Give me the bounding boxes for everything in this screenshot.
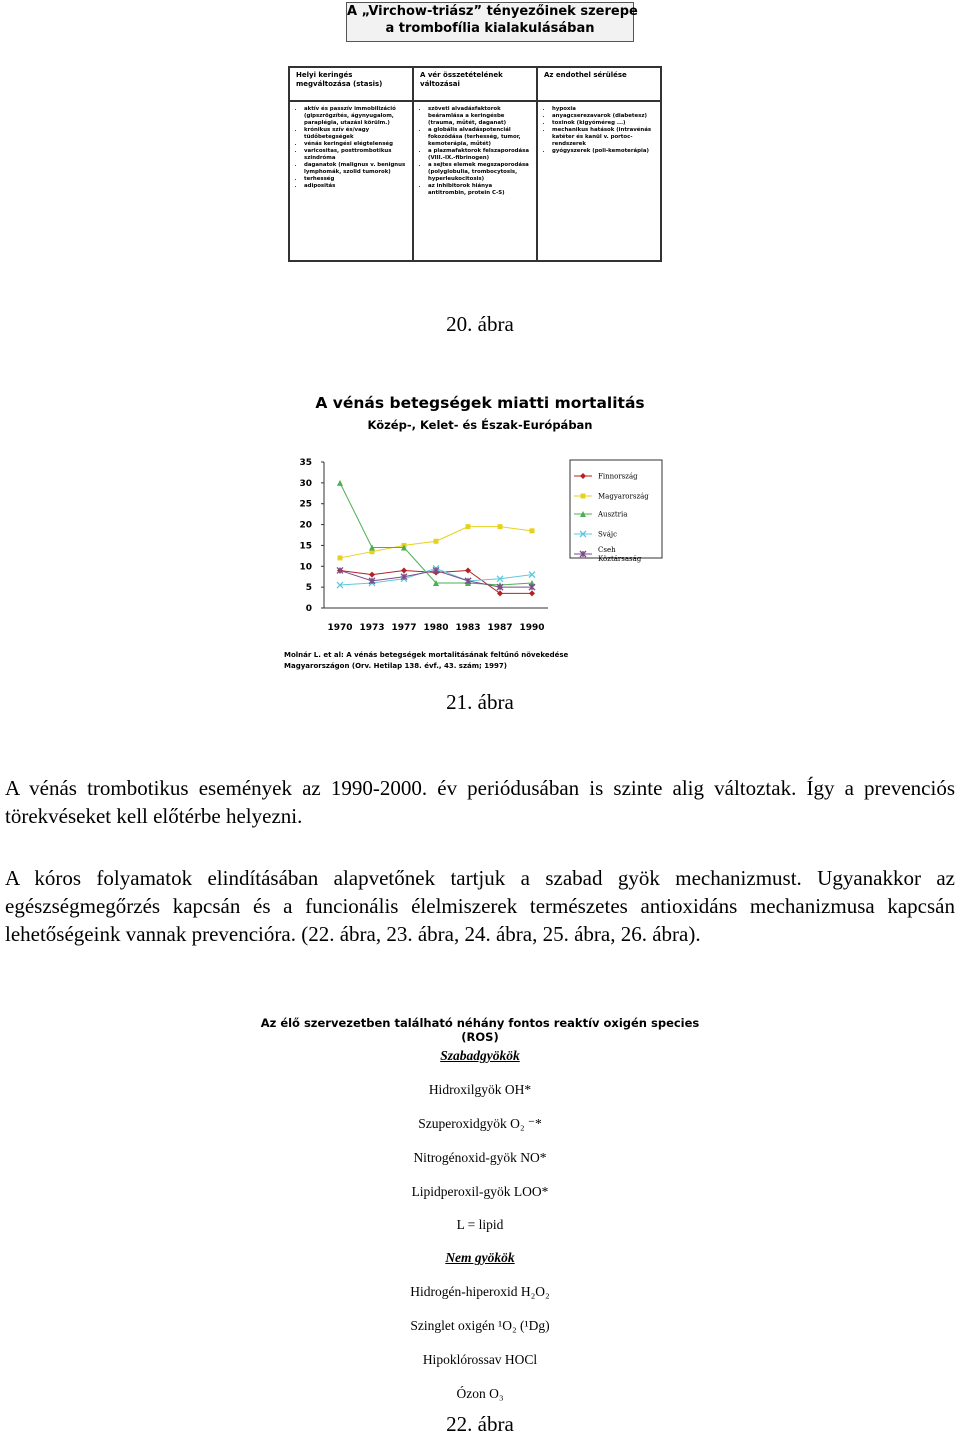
list-item: • vénás keringési elégtelenség — [304, 141, 408, 148]
ros-item: Szinglet oxigén ¹O₂ (¹Dg) — [410, 1318, 550, 1333]
figure-21-caption: 21. ábra — [446, 690, 514, 714]
y-tick-label: 5 — [305, 583, 312, 594]
legend-label: Magyarország — [598, 492, 649, 501]
list-item: • a plazmafaktorok felszaporodása (VIII.-IX.-fibrinogen) — [428, 148, 532, 162]
mortality-chart — [280, 452, 680, 642]
data-point — [401, 567, 407, 573]
y-tick-label: 0 — [305, 604, 312, 614]
ros-item: Hidrogén-hiperoxid H₂O₂ — [410, 1284, 550, 1299]
list-item: • daganatok (malignus v. benignus lymphomák, szolid tumorok) — [304, 162, 408, 176]
column-blood — [414, 102, 538, 260]
list-item: • szöveti alvadásfaktorok beáramlása a keringésbe (trauma, műtét, daganat) — [428, 106, 532, 127]
legend-label: Cseh — [598, 546, 616, 554]
column-header: Az endothel sérülése — [544, 71, 627, 79]
legend-label: Svájc — [598, 530, 618, 539]
data-point — [434, 539, 439, 544]
paragraph-2: A kóros folyamatok elindításában alapvetőnek tartjuk a szabad gyök mechanizmust. Ugyanakkor az egészségmegőrzés kapcsán és a funcionális élelmiszerek természetes antioxidáns mechanizmusa kapcsán lehetőségeink vannak prevencióra. (22. ábra, 23. ábra, 24. ábra, 25. ábra, 26. ábra). — [5, 866, 955, 946]
section-non-radicals: Nem gyökök — [445, 1250, 515, 1265]
list-item: • krónikus szív és/vagy tüdőbetegségek — [304, 127, 408, 141]
y-tick-label: 30 — [299, 478, 312, 489]
y-tick-label: 20 — [299, 520, 312, 531]
ros-item: Ózon O₃ — [456, 1386, 504, 1401]
legend-marker — [580, 473, 586, 479]
x-tick-label: 1973 — [359, 623, 385, 633]
legend-label: Köztársaság — [598, 555, 642, 563]
legend-label: Ausztria — [598, 510, 628, 519]
data-point — [369, 572, 375, 578]
data-point — [498, 524, 503, 529]
figure-22-caption: 22. ábra — [446, 1412, 514, 1436]
list-item: • az inhibitorok hiánya antitrombin, protein C-S) — [428, 183, 532, 197]
virchow-table — [288, 66, 662, 262]
data-point — [338, 555, 343, 560]
x-tick-label: 1983 — [455, 623, 481, 633]
ros-item: Hipoklórossav HOCl — [422, 1352, 538, 1367]
legend-marker — [581, 494, 586, 499]
chart-source-line1: Molnár L. et al: A vénás betegségek mortalitásának feltűnő növekedése — [284, 651, 569, 659]
column-endothel — [538, 102, 660, 260]
ros-item: Lipidperoxil-gyök LOO* — [411, 1184, 549, 1199]
x-tick-label: 1977 — [391, 623, 417, 633]
list-item: • aktív és passzív immobilizáció (gipszrögzítés, ágynyugalom, paraplégia, utazási körülm.) — [304, 106, 408, 127]
list-item: • a sejtes elemek megszaporodása (polyglobulia, trombocytosis, hyperleukocitosis) — [428, 162, 532, 183]
list-item: • toxinok (kigyóméreg ...) — [552, 120, 656, 127]
figure-21 — [280, 392, 680, 672]
list-item: • varicositas, posttrombotikus szindróma — [304, 148, 408, 162]
list-item: • a globális alvadáspotenciál fokozódása (terhesség, tumor, kemoterápia, műtét) — [428, 127, 532, 148]
x-tick-label: 1970 — [327, 623, 353, 633]
data-point — [529, 590, 535, 596]
ros-item: Nitrogénoxid-gyök NO* — [413, 1150, 547, 1165]
chart-title: A vénás betegségek miatti mortalitás — [315, 394, 645, 412]
list-item: • gyógyszerek (poli-kemoterápia) — [552, 148, 656, 155]
figure-20-title-line1: A „Virchow-triász” tényezőinek szerepe — [347, 4, 638, 19]
ros-item: L = lipid — [456, 1217, 504, 1232]
data-point — [466, 524, 471, 529]
legend-label: Finnország — [598, 472, 638, 481]
column-header: Helyi keringés megváltozása (stasis) — [290, 68, 414, 100]
data-point — [530, 528, 535, 533]
list-item: • terhesség — [304, 176, 408, 183]
x-tick-label: 1990 — [519, 623, 545, 633]
list-item: • hypoxia — [552, 106, 656, 113]
y-tick-label: 35 — [299, 458, 312, 468]
figure-20-caption: 20. ábra — [446, 312, 514, 336]
ros-heading: Az élő szervezetben található néhány fontos reaktív oxigén species (ROS) — [260, 1016, 700, 1044]
ros-item: Hidroxilgyök OH* — [428, 1082, 532, 1097]
list-item: • anyagcserezavarok (diabetesz) — [552, 113, 656, 120]
section-free-radicals: Szabadgyökök — [440, 1048, 520, 1063]
x-tick-label: 1980 — [423, 623, 449, 633]
y-tick-label: 25 — [299, 499, 312, 510]
y-tick-label: 15 — [299, 541, 312, 552]
figure-20-title — [346, 2, 638, 42]
figure-20 — [288, 0, 660, 262]
column-stasis — [290, 102, 414, 260]
paragraph-1: A vénás trombotikus események az 1990-2000. év periódusában is szinte alig változtak. Így a prevenciós törekvéseket kell előtérbe helyezni. — [5, 776, 955, 828]
data-point — [337, 480, 343, 486]
figure-20-title-line2: a trombofília kialakulásában — [385, 21, 595, 36]
chart-subtitle: Közép-, Kelet- és Észak-Európában — [367, 418, 593, 432]
y-tick-label: 10 — [299, 562, 312, 573]
list-item: • adipositás — [304, 183, 408, 190]
chart-source — [284, 650, 568, 672]
ros-item: Szuperoxidgyök O₂ ⁻* — [418, 1116, 542, 1131]
chart-source-line2: Magyarországon (Orv. Hetilap 138. évf., 43. szám; 1997) — [284, 662, 507, 670]
figure-22 — [250, 1012, 710, 1412]
x-tick-label: 1987 — [487, 623, 513, 633]
column-header: A vér összetételének változásai — [414, 68, 538, 100]
list-item: • mechanikus hatások (intravénás katéter és kanül v. portoc-rendszerek — [552, 127, 656, 148]
